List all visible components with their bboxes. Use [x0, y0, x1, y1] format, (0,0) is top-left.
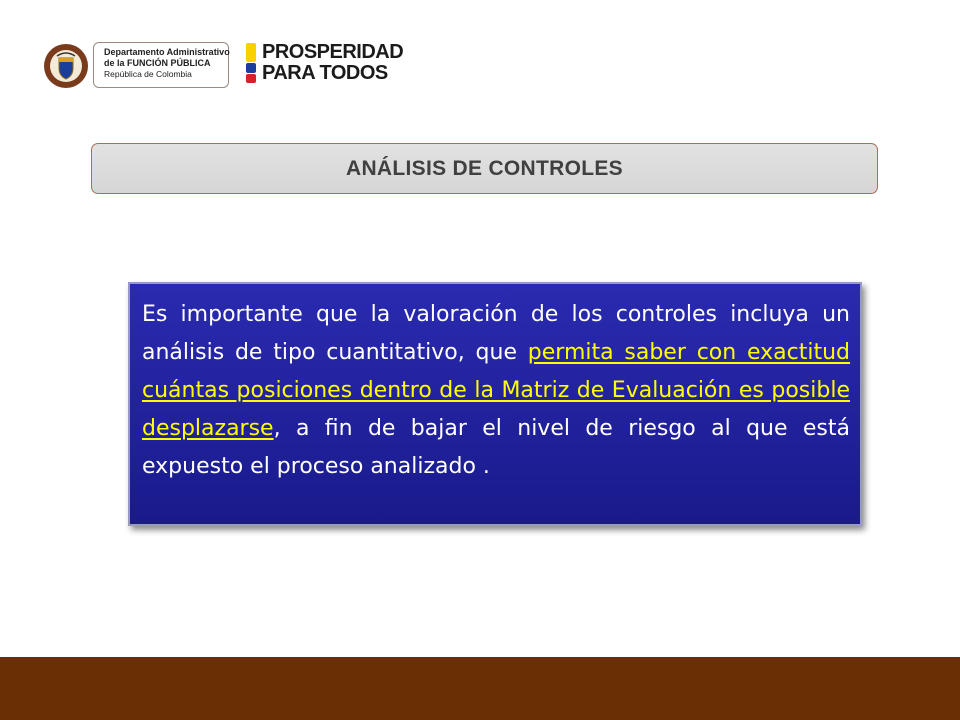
title-bar — [91, 143, 878, 194]
body-text-highlight: permita saber con exactitud cuántas posiciones dentro de la Matriz de Evaluación es posible desplazarse — [142, 340, 851, 441]
footer-band — [0, 657, 960, 720]
flag-yellow-bar — [246, 43, 256, 62]
slide-title: ANÁLISIS DE CONTROLES — [346, 156, 623, 180]
prosperidad-line-2: PARA TODOS — [262, 62, 388, 84]
colombia-seal-icon — [43, 43, 89, 89]
prosperidad-line-1: PROSPERIDAD — [262, 41, 404, 63]
body-text-before: Es importante que la valoración de los controles incluya un análisis de tipo cuantitativo, que — [142, 302, 850, 365]
body-paragraph — [142, 296, 850, 486]
dafp-line-3: República de Colombia — [104, 69, 192, 79]
dafp-line-1: Departamento Administrativo — [104, 47, 230, 57]
dafp-logo — [93, 42, 229, 88]
content-box — [128, 282, 862, 526]
flag-blue-bar — [246, 63, 256, 73]
flag-red-bar — [246, 74, 256, 83]
dafp-line-2: de la FUNCIÓN PÚBLICA — [104, 58, 211, 68]
body-text-after: , a fin de bajar el nivel de riesgo al que está expuesto el proceso analizado . — [142, 416, 850, 479]
prosperidad-logo — [246, 42, 421, 84]
